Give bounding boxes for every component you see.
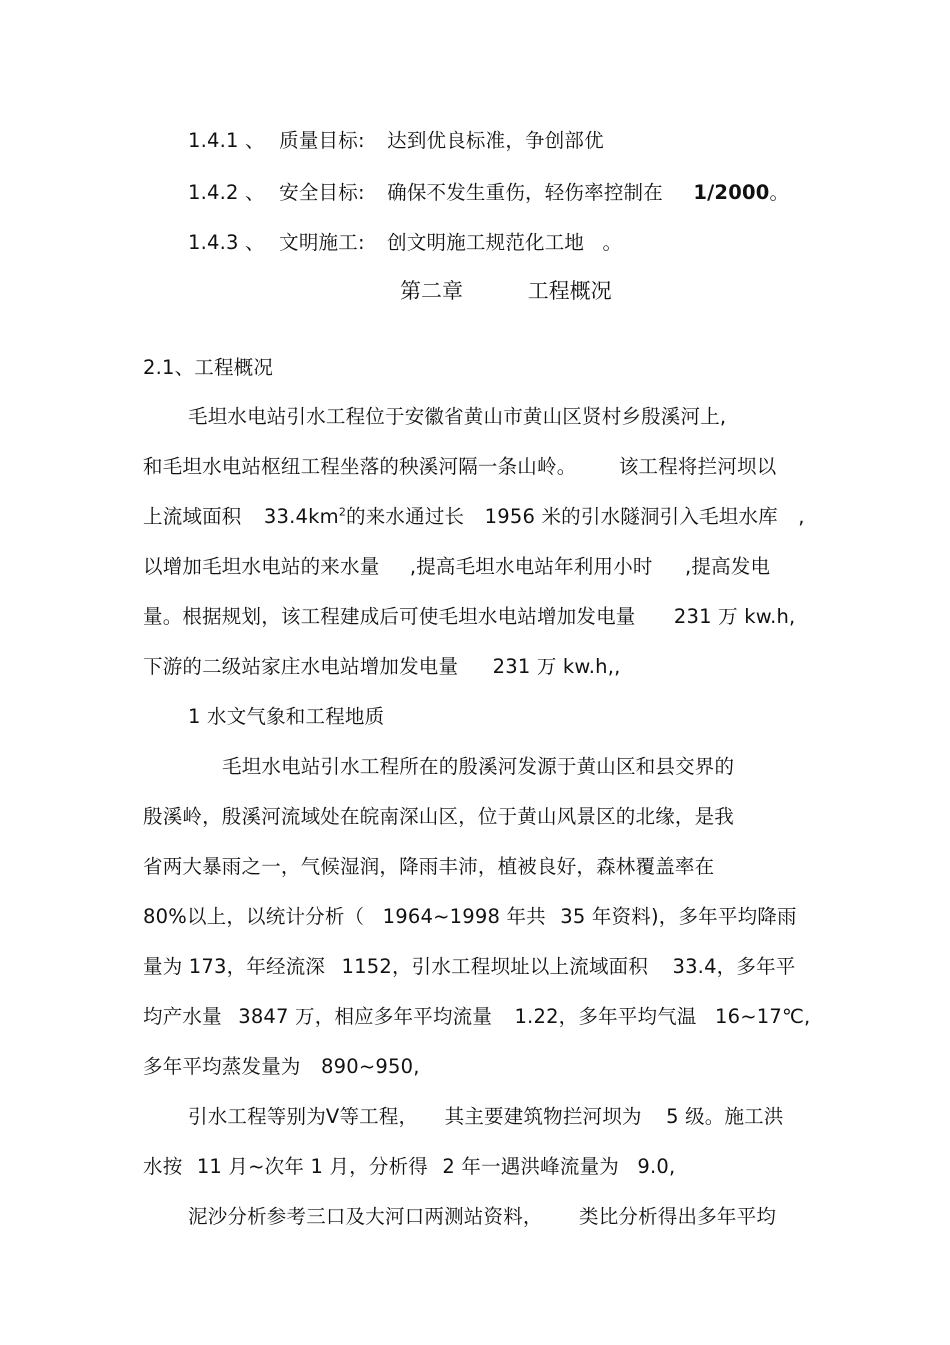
text-segment: 多年平均蒸发量为 xyxy=(143,1055,301,1078)
text-segment: 和毛坦水电站枢纽工程坐落的秧溪河隔一条山岭。 xyxy=(143,455,577,478)
text-segment: 1964~1998 年共 xyxy=(382,905,546,928)
para1-line6 xyxy=(143,654,621,680)
para1-line2 xyxy=(143,454,776,480)
text-segment: 2 年一遇洪峰流量为 xyxy=(442,1155,619,1178)
item-label: 文明施工: xyxy=(279,231,365,254)
injury-rate-value: 1/2000 xyxy=(693,181,770,204)
text-segment: 1956 米的引水隧洞引入毛坦水库 xyxy=(484,505,778,528)
para3-line2 xyxy=(143,1154,675,1180)
text-segment: 9.0, xyxy=(637,1155,676,1178)
text-segment: 量为 173，年经流深 xyxy=(143,955,326,978)
item-text: 达到优良标准，争创部优 xyxy=(387,129,604,152)
text-segment: 泥沙分析参考三口及大河口两测站资料， xyxy=(188,1205,543,1228)
text-segment: 1.22，多年平均气温 xyxy=(514,1005,697,1028)
quality-target-line xyxy=(188,128,604,154)
area-number: 33.4km xyxy=(263,505,339,528)
item-label: 安全目标: xyxy=(279,181,365,204)
para2-line5 xyxy=(143,954,796,980)
para1-line4 xyxy=(143,554,770,580)
text-segment: 量。根据规划，该工程建成后可使毛坦水电站增加发电量 xyxy=(143,605,636,628)
para2-line3: 省两大暴雨之一，气候湿润，降雨丰沛，植被良好，森林覆盖率在 xyxy=(143,855,715,878)
item-text: 确保不发生重伤，轻伤率控制在 xyxy=(387,181,663,204)
para2-line6 xyxy=(143,1004,810,1030)
para1-line1: 毛坦水电站引水工程位于安徽省黄山市黄山区贤村乡殷溪河上, xyxy=(188,405,727,428)
text-segment: 80%以上，以统计分析（ xyxy=(143,905,365,928)
item-separator: 、 xyxy=(238,181,265,204)
text-segment: , xyxy=(798,505,805,528)
para3-line1 xyxy=(188,1104,784,1130)
text-segment: 其主要建筑物拦河坝为 xyxy=(444,1105,642,1128)
item-text: 创文明施工规范化工地 xyxy=(387,231,585,254)
text-segment: 231 万 kw.h,, xyxy=(492,655,621,678)
text-segment: 引水工程等别为Ⅴ等工程， xyxy=(188,1105,419,1128)
text-segment: 下游的二级站家庄水电站增加发电量 xyxy=(143,655,459,678)
text-segment: 类比分析得出多年平均 xyxy=(579,1205,777,1228)
item-number: 1.4.2 xyxy=(188,181,239,204)
para2-line1: 毛坦水电站引水工程所在的殷溪河发源于黄山区和县交界的 xyxy=(222,755,735,778)
item-separator: 、 xyxy=(238,129,265,152)
area-unit-superscript: 2 xyxy=(338,505,347,519)
para4-line1 xyxy=(188,1204,776,1230)
text-segment: 35 年资料)，多年平均降雨 xyxy=(560,905,797,928)
item-label: 质量目标: xyxy=(279,129,365,152)
text-segment: 上流域面积 xyxy=(143,505,242,528)
text-segment: 11 月~次年 1 月，分析得 xyxy=(196,1155,428,1178)
text-segment: 890~950, xyxy=(321,1055,420,1078)
item-end: 。 xyxy=(769,181,790,204)
chapter-number: 第二章 xyxy=(400,279,463,303)
chapter-heading xyxy=(400,277,612,305)
section-heading: 2.1、工程概况 xyxy=(143,356,274,379)
text-segment: 该工程将拦河坝以 xyxy=(618,455,777,478)
chapter-title: 工程概况 xyxy=(527,279,612,303)
text-segment: 3847 万，相应多年平均流量 xyxy=(238,1005,493,1028)
text-segment: 水按 xyxy=(143,1155,183,1178)
text-segment: 以增加毛坦水电站的来水量 xyxy=(143,555,380,578)
text-segment: 5 级。施工洪 xyxy=(666,1105,784,1128)
para1-line5 xyxy=(143,604,795,630)
safety-target-line xyxy=(188,180,789,206)
subsection-heading: 1 水文气象和工程地质 xyxy=(188,705,385,728)
para2-line7 xyxy=(143,1054,420,1080)
text-segment: 16~17℃, xyxy=(714,1005,811,1028)
text-segment: 1152，引水工程坝址以上流域面积 xyxy=(341,955,649,978)
text-segment: 均产水量 xyxy=(143,1005,222,1028)
item-number: 1.4.1 xyxy=(188,129,239,152)
text-segment: ,提高毛坦水电站年利用小时 xyxy=(409,555,653,578)
text-segment: 的来水通过长 xyxy=(346,505,465,528)
text-segment: 33.4，多年平 xyxy=(672,955,796,978)
civil-construction-line xyxy=(188,230,622,256)
item-separator: 、 xyxy=(238,231,265,254)
item-end: 。 xyxy=(602,231,623,254)
para1-line3 xyxy=(143,504,805,530)
area-value xyxy=(264,505,346,528)
para2-line2: 殷溪岭，殷溪河流域处在皖南深山区，位于黄山风景区的北缘，是我 xyxy=(143,805,735,828)
para2-line4 xyxy=(143,904,797,930)
text-segment: ,提高发电 xyxy=(685,555,771,578)
item-number: 1.4.3 xyxy=(188,231,239,254)
text-segment: 231 万 kw.h, xyxy=(673,605,796,628)
